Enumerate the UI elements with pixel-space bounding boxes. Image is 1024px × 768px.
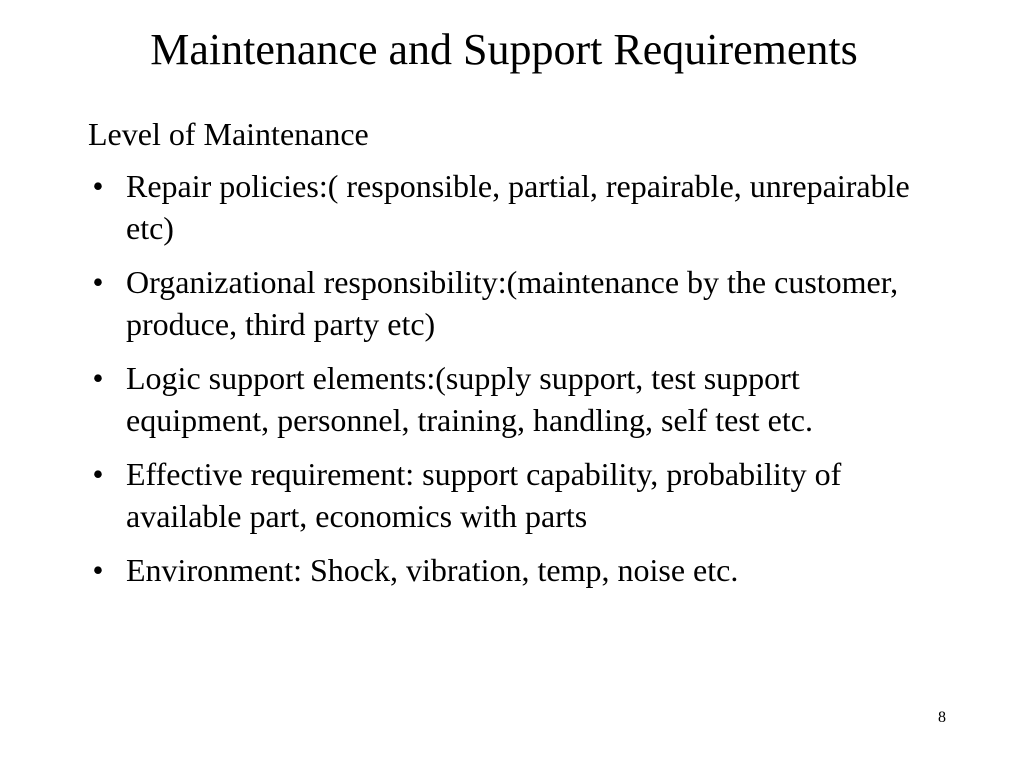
bullet-item [88,549,948,591]
bullet-icon: • [92,360,104,396]
bullet-item [88,165,948,249]
bullet-icon: • [92,168,104,204]
bullet-list [88,165,948,591]
bullet-text: Repair policies:( responsible, partial, repairable, unrepairable etc) [126,168,910,246]
bullet-item [88,261,948,345]
bullet-icon: • [92,264,104,300]
slide-body [88,113,948,603]
bullet-icon: • [92,456,104,492]
bullet-text: Organizational responsibility:(maintenance by the customer, produce, third party etc) [126,264,899,342]
bullet-text: Environment: Shock, vibration, temp, noise etc. [126,552,739,588]
bullet-text: Logic support elements:(supply support, test support equipment, personnel, training, handling, self test etc. [126,360,813,438]
bullet-item [88,453,948,537]
bullet-icon: • [92,552,104,588]
subheading: Level of Maintenance [88,116,369,152]
bullet-text: Effective requirement: support capability, probability of available part, economics with parts [126,456,842,534]
page-number: 8 [938,709,946,726]
bullet-item [88,357,948,441]
slide-title: Maintenance and Support Requirements [150,25,858,74]
